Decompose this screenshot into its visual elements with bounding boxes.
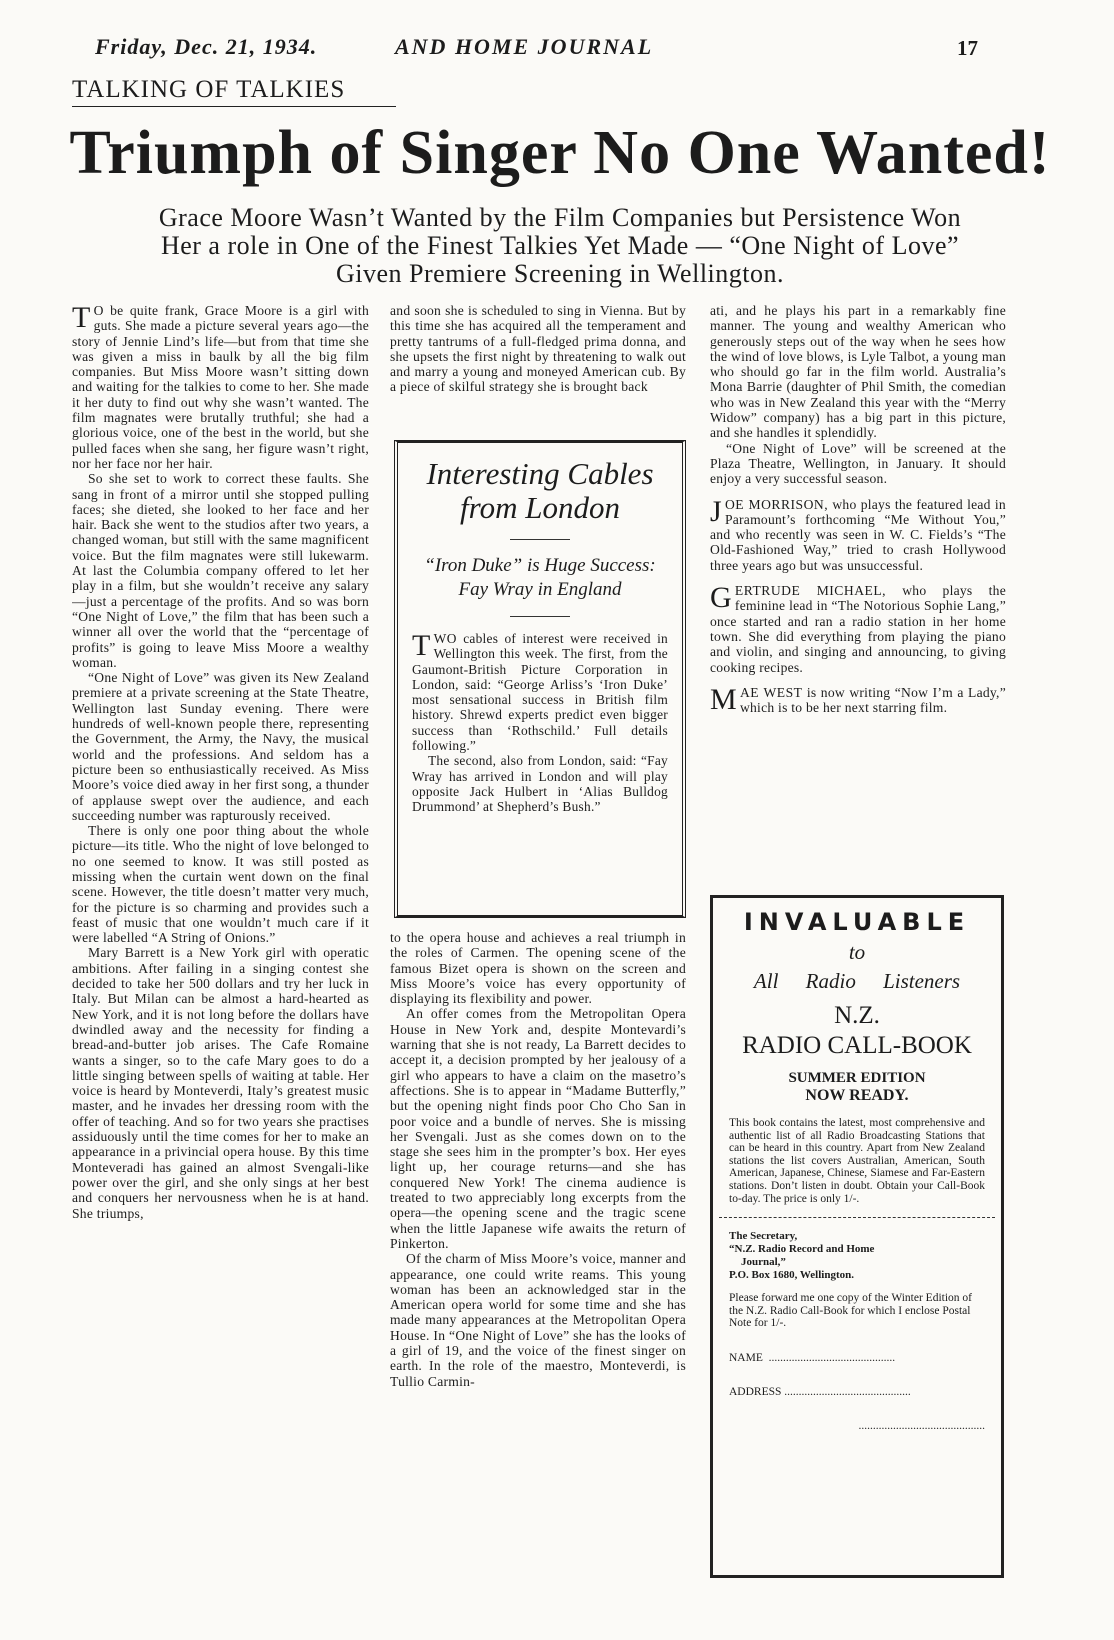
paragraph: There is only one poor thing about the whole picture—its title. Who the night of love belonged to no one seemed to know. It was still posted as missing when the curtain went down on the final scene. However, the title doesn’t matter very much, for the picture is so charming and provides such a feast of music that one wouldn’t much care if it were labelled “A String of Onions.”	[72, 823, 369, 946]
ad-address: The Secretary, “N.Z. Radio Record and Home Journal,” P.O. Box 1680, Wellington.	[729, 1230, 875, 1282]
section-kicker: TALKING OF TALKIES	[72, 76, 396, 107]
ad-product: RADIO CALL-BOOK	[742, 1032, 972, 1059]
ad-headline: INVALUABLE	[743, 908, 971, 936]
ad-nz: N.Z.	[834, 1002, 880, 1029]
paragraph: An offer comes from the Metropolitan Opera House in New York and, despite Montevardi’s warning that she is not ready, La Barrett decides to accept it, a decision prompted by her jealousy of a girl who appears to have a claim on the masetro’s affections. She is to appear in “Madame Butterfly,” but the opening night finds poor Cho Cho San in poor voice and a bundle of nerves. She is missing her Svengali. Just as she comes down on to the stage she sees him in the prompter’s box. Her eyes light up, her courage returns—and she has conquered New York! The cinema audience is treated to two appreciably long excerpts from the opera—the opening scene and the tragic scene when the little Japanese wife awaits the return of Pinkerton.	[390, 1006, 686, 1251]
paragraph: to the opera house and achieves a real triumph in the roles of Carmen. The opening scene of the famous Bizet opera is shown on the screen and Miss Moore’s voice has every opportunity of displaying its flexibility and power.	[390, 930, 686, 1007]
call-book-advert	[710, 895, 1004, 1578]
news-note: MAE WEST is now writing “Now I’m a Lady,” which is to be her next starring film.	[710, 682, 1006, 716]
box-subtitle: “Iron Duke” is Huge Success: Fay Wray in England	[424, 555, 656, 600]
paragraph: “One Night of Love” will be screened at the Plaza Theatre, Wellington, in January. It should enjoy a very successful season.	[710, 440, 1006, 487]
page-number: 17	[957, 36, 978, 60]
address-line-2[interactable]: ............................................	[858, 1419, 985, 1432]
divider	[510, 616, 570, 617]
ad-to: to	[848, 940, 866, 964]
ad-audience: All Radio Listeners	[753, 969, 961, 993]
drop-cap: G	[710, 581, 732, 615]
divider	[510, 539, 570, 540]
news-note: GERTRUDE MICHAEL, who plays the feminine lead in “The Notorious Sophie Lang,” once started and ran a radio station in her home town. She did everything from playing the piano and violin, and singing and announcing, to giving cooking recipes.	[710, 581, 1006, 675]
news-note: JOE MORRISON, who plays the featured lead in Paramount’s forthcoming “Me Without You,” and who recently was seen in W. C. Fields’s “The Old-Fashioned Way,” tried to crash Hollywood three years ago but was unsuccessful.	[710, 494, 1006, 573]
ad-form-text: Please forward me one copy of the Winter Edition of the N.Z. Radio Call-Book for which I enclose Postal Note for 1/-.	[729, 1292, 972, 1330]
paragraph: Of the charm of Miss Moore’s voice, manner and appearance, one could write reams. This young woman has been an acknowledged star in the American opera world for some time and she has made many appearances at the Metropolitan Opera House. In “One Night of Love” she has the looks of a girl of 19, and the voice of the finest singer on earth. In the role of the maestro, Monteverdi, is Tullio Carmin-	[390, 1251, 686, 1389]
column-2-bottom	[390, 930, 686, 1570]
paragraph: “One Night of Love” was given its New Zealand premiere at a private screening at the State Theatre, Wellington last Sunday evening. There were hundreds of well-known people there, representing the Government, the Army, the Navy, the musical world and the professions. And seldom has a picture been so enthusiastically received. As Miss Moore’s voice died away in her first song, a thunder of applause swept over the audience, and each succeeding number was rapturously received.	[72, 670, 369, 823]
cables-box	[394, 440, 686, 918]
column-3	[710, 303, 1006, 883]
issue-date: Friday, Dec. 21, 1934.	[95, 34, 318, 59]
paragraph: TWO cables of interest were received in Wellington this week. The first, from the Gaumont-British Picture Corporation in London, said: “George Arliss’s ‘Iron Duke’ most sensational success in British film history. Shrewd experts predict even bigger success than ‘Rothschild.’ Full details following.”	[412, 631, 668, 754]
subheadline: Grace Moore Wasn’t Wanted by the Film Companies but Persistence Won Her a role in One of the Finest Talkies Yet Made — “One Night of Love” Given Premiere Screening in Wellington.	[158, 203, 962, 288]
paragraph: T O be quite frank, Grace Moore is a girl with guts. She made a picture several years ago—the story of Jennie Lind’s life—but from that time she was given a miss in baulk by all the big film companies. But Miss Moore wasn’t sitting down and waiting for the talkies to come to her. She made it her duty to find out why she wasn’t wanted. The film magnates were brutally truthful; she had a glorious voice, one of the best in the world, but she pulled faces when she sang, her figure wasn’t right, nor her face nor her hair.	[72, 303, 369, 471]
drop-cap: J	[710, 494, 722, 528]
ad-edition: SUMMER EDITION	[788, 1070, 926, 1086]
journal-name: AND HOME JOURNAL	[395, 34, 654, 59]
paragraph: and soon she is scheduled to sing in Vienna. But by this time she has acquired all the temperament and pretty tantrums of a full-fledged prima donna, and she upsets the first night by threatening to walk out and marry a young and moneyed American cub. By a piece of skilful strategy she is brought back	[390, 303, 686, 395]
drop-cap: M	[710, 682, 737, 716]
paragraph: ati, and he plays his part in a remarkably fine manner. The young and wealthy American who generously steps out of the way when he sees how the wind of love blows, is Lyle Talbot, a young man who should go far in the film world. Australia’s Mona Barrie (daughter of Phil Smith, the comedian who was in New Zealand this year with the “Merry Widow” company) has a big part in this picture, and she handles it splendidly.	[710, 303, 1006, 441]
paragraph: Mary Barrett is a New York girl with operatic ambitions. After failing in a singing contest she decided to take her 500 dollars and try her luck in Italy. But Milan can be almost a hard-hearted as New York, and it is not long before the dollars have dwindled away and the necessity for finding a bread-and-butter job arises. The Cafe Romaine wants a singer, so to the cafe Mary goes to do a little singing between spells of waiting at table. Her voice is heard by Monteverdi, Italy’s greatest music master, and he invades her dressing room with the offer of teaching. And so for two years she practises assiduously until the time comes for her to make an appearance in a privincial opera house. By this time Monteveradi has gained an almost Svengali-like power over the girl, and she only sings at her best and conquers her nervousness when he is at hand. She triumps,	[72, 945, 369, 1221]
paragraph: The second, also from London, said: “Fay Wray has arrived in London and will play opposite Jack Hulbert in ‘Alias Bulldog Drummond’ at Shepherd’s Bush.”	[412, 753, 668, 815]
paragraph: So she set to work to correct these faults. She sang in front of a mirror until she stopped pulling faces; she dieted, she looked to her face and her hair. Back she went to the studios after two years, a changed woman, but still with the same magnificent voice. But the film magnates were still lukewarm. At last the Columbia company offered to let her play in a film, but she wouldn’t receive any salary—just a percentage of the profits. And so was born “One Night of Love,” the film that has been such a winner all over the world that the “percentage of profits” is going to leave Miss Moore a wealthy woman.	[72, 471, 369, 670]
box-title: Interesting Cables from London	[426, 456, 654, 525]
address-field[interactable]: ADDRESS ............................................	[729, 1385, 911, 1398]
cut-line	[719, 1217, 995, 1218]
drop-cap: T	[72, 303, 91, 334]
drop-cap: T	[412, 631, 431, 662]
headline: Triumph of Singer No One Wanted!	[69, 119, 1051, 187]
column-1	[72, 303, 369, 1568]
ad-body: This book contains the latest, most comprehensive and authentic list of all Radio Broadcasting Stations that can be heard in this country. Apart from New Zealand stations the list covers Australian, American, South American, Japanese, Chinese, Siamese and Far-Eastern stations. Don’t listen in doubt. Obtain your Call-Book to-day. The price is only 1/-.	[729, 1117, 985, 1205]
ad-ready: NOW READY.	[805, 1087, 909, 1104]
name-field[interactable]: NAME ............................................	[729, 1351, 896, 1364]
column-2-top	[390, 303, 686, 435]
